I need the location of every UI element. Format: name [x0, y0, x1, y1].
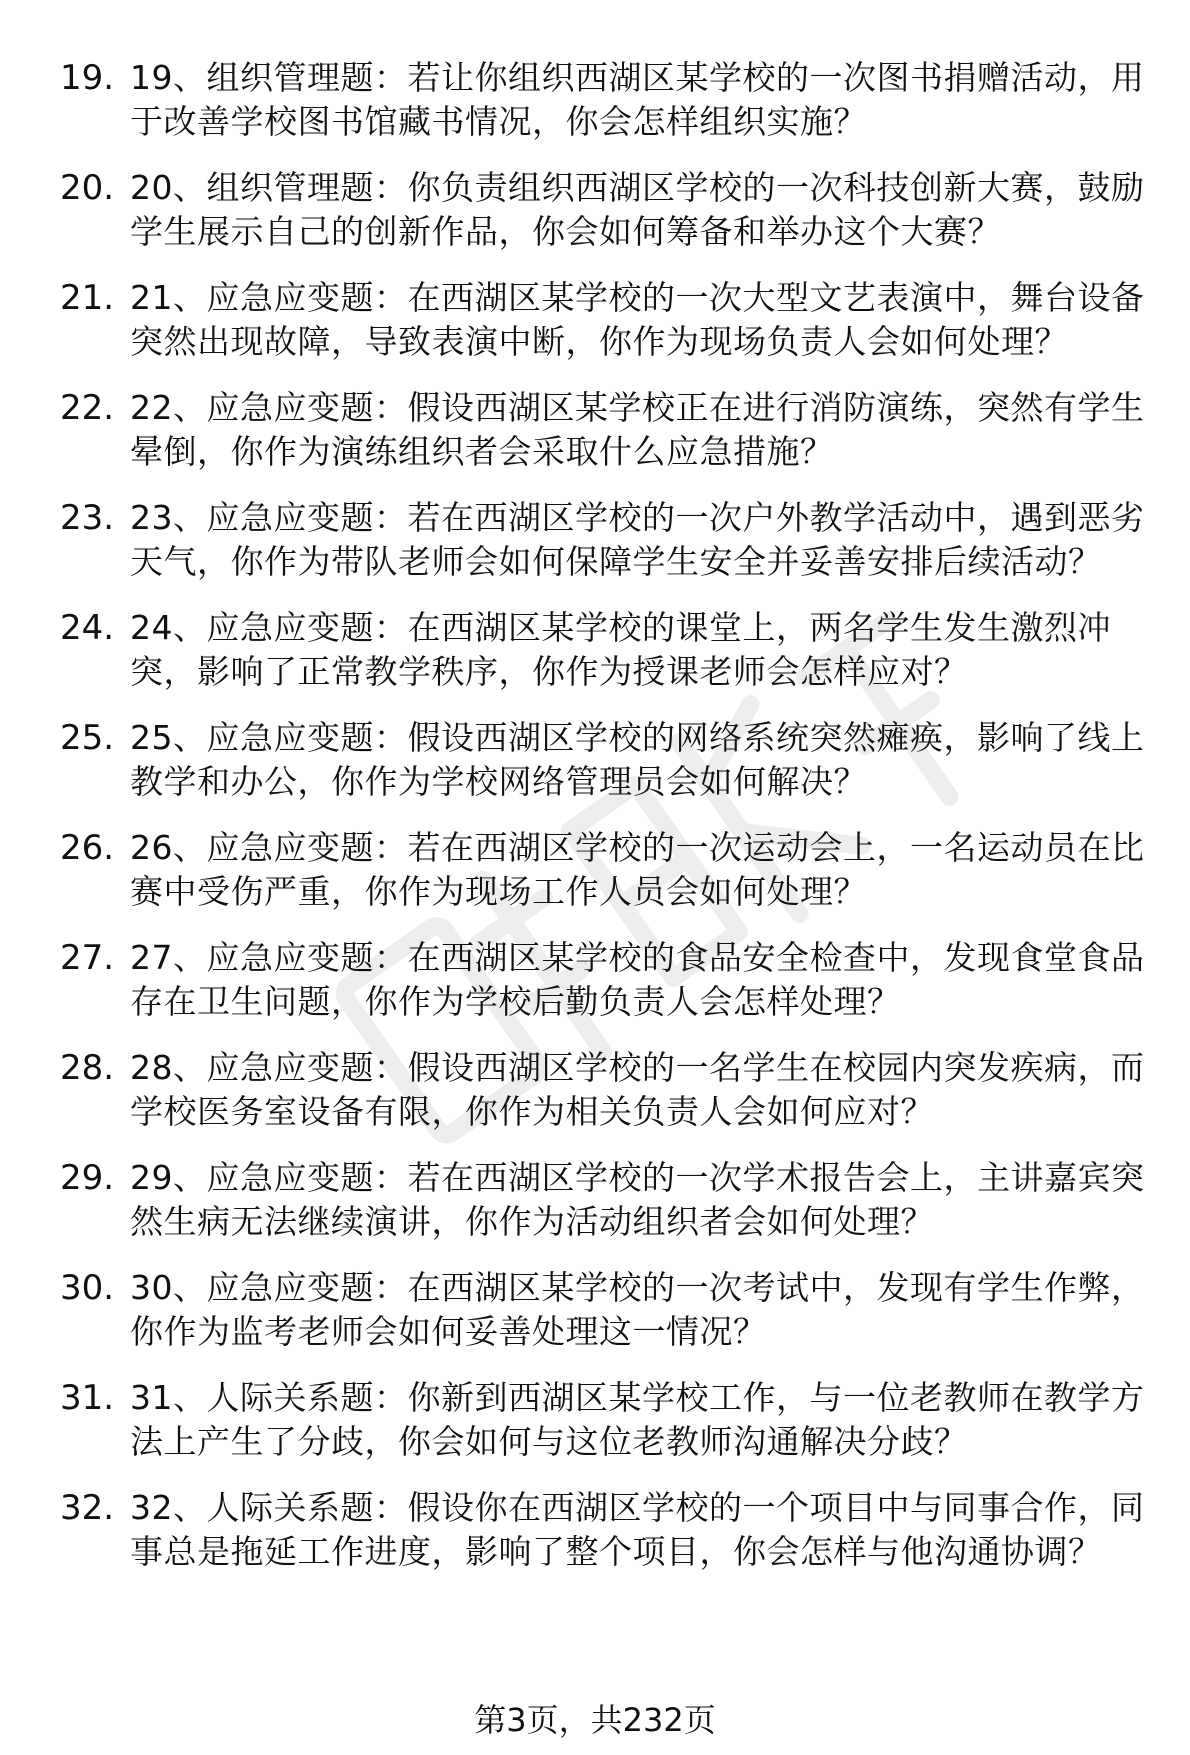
- list-item: [60, 166, 1150, 254]
- item-number: 23.: [60, 498, 115, 538]
- item-number: 24.: [60, 608, 115, 648]
- question-text: 23、应急应变题：若在西湖区学校的一次户外教学活动中，遇到恶劣天气，你作为带队老师会如何保障学生安全并妥善安排后续活动？: [130, 498, 1145, 581]
- item-number: 30.: [60, 1268, 115, 1308]
- question-text: 29、应急应变题：若在西湖区学校的一次学术报告会上，主讲嘉宾突然生病无法继续演讲，你作为活动组织者会如何处理？: [130, 1158, 1145, 1241]
- list-item: [60, 1266, 1150, 1354]
- item-number: 32.: [60, 1488, 115, 1528]
- question-text: 28、应急应变题：假设西湖区学校的一名学生在校园内突发疾病，而学校医务室设备有限，你作为相关负责人会如何应对？: [130, 1048, 1145, 1131]
- item-number: 28.: [60, 1048, 115, 1088]
- question-text: 20、组织管理题：你负责组织西湖区学校的一次科技创新大赛，鼓励学生展示自己的创新作品，你会如何筹备和举办这个大赛？: [130, 168, 1145, 251]
- list-item: [60, 606, 1150, 694]
- page-number-label: 第3页，共232页: [474, 1701, 716, 1739]
- question-text: 31、人际关系题：你新到西湖区某学校工作，与一位老教师在教学方法上产生了分歧，你会如何与这位老教师沟通解决分歧？: [130, 1378, 1145, 1461]
- list-item: [60, 496, 1150, 584]
- list-item: [60, 716, 1150, 804]
- item-number: 22.: [60, 388, 115, 428]
- item-number: 29.: [60, 1158, 115, 1198]
- list-item: [60, 386, 1150, 474]
- item-number: 20.: [60, 168, 115, 208]
- question-text: 22、应急应变题：假设西湖区某学校正在进行消防演练，突然有学生晕倒，你作为演练组织者会采取什么应急措施？: [130, 388, 1145, 471]
- question-text: 27、应急应变题：在西湖区某学校的食品安全检查中，发现食堂食品存在卫生问题，你作为学校后勤负责人会怎样处理？: [130, 938, 1145, 1021]
- list-item: [60, 1156, 1150, 1244]
- question-text: 25、应急应变题：假设西湖区学校的网络系统突然瘫痪，影响了线上教学和办公，你作为学校网络管理员会如何解决？: [130, 718, 1145, 801]
- question-list: [60, 56, 1150, 1596]
- question-text: 32、人际关系题：假设你在西湖区学校的一个项目中与同事合作，同事总是拖延工作进度，影响了整个项目，你会怎样与他沟通协调？: [130, 1488, 1145, 1571]
- list-item: [60, 1486, 1150, 1574]
- list-item: [60, 1376, 1150, 1464]
- question-text: 21、应急应变题：在西湖区某学校的一次大型文艺表演中，舞台设备突然出现故障，导致表演中断，你作为现场负责人会如何处理？: [130, 278, 1145, 361]
- question-text: 30、应急应变题：在西湖区某学校的一次考试中，发现有学生作弊，你作为监考老师会如何妥善处理这一情况？: [130, 1268, 1145, 1351]
- item-number: 31.: [60, 1378, 115, 1418]
- item-number: 26.: [60, 828, 115, 868]
- item-number: 25.: [60, 718, 115, 758]
- question-text: 19、组织管理题：若让你组织西湖区某学校的一次图书捐赠活动，用于改善学校图书馆藏书情况，你会怎样组织实施？: [130, 58, 1145, 141]
- question-text: 26、应急应变题：若在西湖区学校的一次运动会上，一名运动员在比赛中受伤严重，你作为现场工作人员会如何处理？: [130, 828, 1145, 911]
- item-number: 27.: [60, 938, 115, 978]
- list-item: [60, 1046, 1150, 1134]
- item-number: 21.: [60, 278, 115, 318]
- question-text: 24、应急应变题：在西湖区某学校的课堂上，两名学生发生激烈冲突，影响了正常教学秩序，你作为授课老师会怎样应对？: [130, 608, 1111, 691]
- list-item: [60, 276, 1150, 364]
- page-footer: [0, 1700, 1190, 1740]
- list-item: [60, 936, 1150, 1024]
- item-number: 19.: [60, 58, 115, 98]
- list-item: [60, 56, 1150, 144]
- list-item: [60, 826, 1150, 914]
